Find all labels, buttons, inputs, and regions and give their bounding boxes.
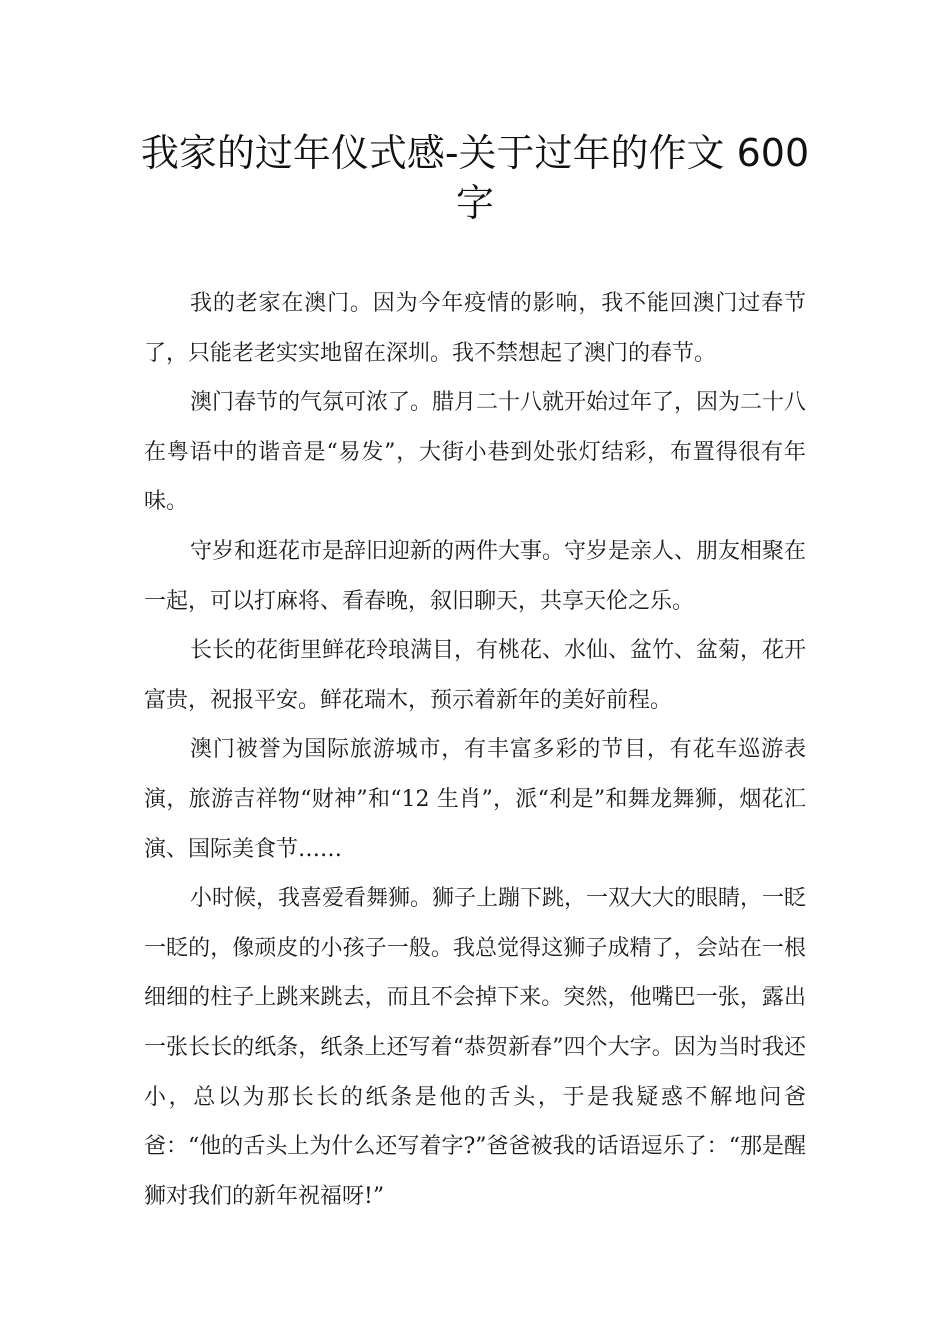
paragraph-4: 长长的花街里鲜花玲琅满目，有桃花、水仙、盆竹、盆菊，花开富贵，祝报平安。鲜花瑞木，预示着新年的美好前程。 bbox=[144, 638, 807, 713]
paragraph-3: 守岁和逛花市是辞旧迎新的两件大事。守岁是亲人、朋友相聚在一起，可以打麻将、看春晚，叙旧聊天，共享天伦之乐。 bbox=[144, 538, 807, 614]
paragraph-1: 我的老家在澳门。因为今年疫情的影响，我不能回澳门过春节了，只能老老实实地留在深圳。我不禁想起了澳门的春节。 bbox=[144, 291, 806, 366]
document-body bbox=[144, 279, 806, 1221]
paragraph-2: 澳门春节的气氛可浓了。腊月二十八就开始过年了，因为二十八在粤语中的谐音是“易发”，大街小巷到处张灯结彩，布置得很有年味。 bbox=[144, 390, 807, 515]
paragraph-6: 小时候，我喜爱看舞狮。狮子上蹦下跳，一双大大的眼睛，一眨一眨的，像顽皮的小孩子一般。我总觉得这狮子成精了，会站在一根细细的柱子上跳来跳去，而且不会掉下来。突然，他嘴巴一张，露出一张长长的纸条，纸条上还写着“恭贺新春”四个大字。因为当时我还小，总以为那长长的纸条是他的舌头，于是我疑惑不解地问爸爸：“他的舌头上为什么还写着字?”爸爸被我的话语逗乐了：“那是醒狮对我们的新年祝福呀!” bbox=[144, 886, 807, 1209]
paragraph-5: 澳门被誉为国际旅游城市，有丰富多彩的节目，有花车巡游表演，旅游吉祥物“财神”和“12 生肖”，派“利是”和舞龙舞狮，烟花汇演、国际美食节…… bbox=[144, 737, 806, 862]
document-title: 我家的过年仪式感-关于过年的作文 600 字 bbox=[140, 131, 810, 225]
